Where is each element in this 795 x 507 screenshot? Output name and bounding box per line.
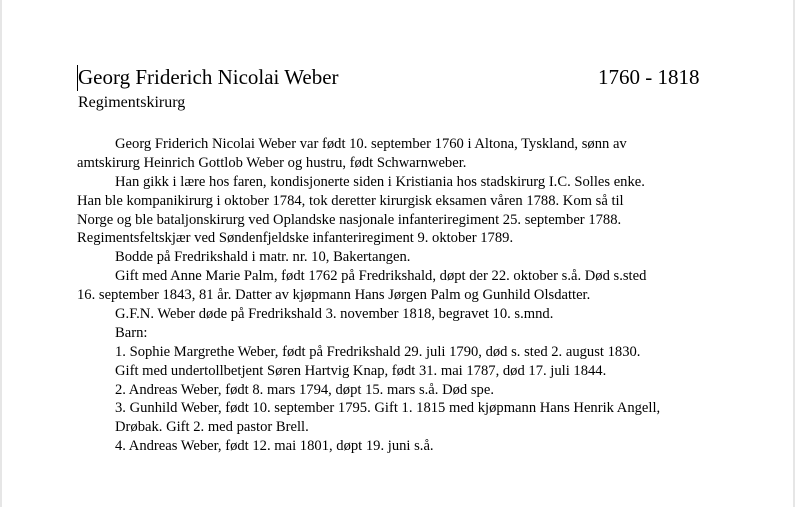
body-line: Gift med Anne Marie Palm, født 1762 på Fredrikshald, døpt der 22. oktober s.å. Død s.sted	[115, 268, 647, 285]
body-line: Han ble kompanikirurg i oktober 1784, tok deretter kirurgisk eksamen våren 1788. Kom så til	[77, 192, 624, 209]
body-line: Bodde på Fredrikshald i matr. nr. 10, Bakertangen.	[115, 249, 411, 266]
body-line: Gift med undertollbetjent Søren Hartvig Knap, født 31. mai 1787, død 17. juli 1844.	[115, 362, 607, 379]
page-left-edge	[0, 0, 2, 507]
body-line: Georg Friderich Nicolai Weber var født 10. september 1760 i Altona, Tyskland, sønn av	[115, 136, 627, 152]
body-line: 2. Andreas Weber, født 8. mars 1794, døpt 15. mars s.å. Død spe.	[115, 381, 494, 398]
document-title[interactable]: Georg Friderich Nicolai Weber	[78, 65, 339, 89]
body-line: 16. september 1843, 81 år. Datter av kjøpmann Hans Jørgen Palm og Gunhild Olsdatter.	[77, 287, 591, 304]
body-line: Norge og ble bataljonskirurg ved Oplandske nasjonale infanteriregiment 25. september 1788.	[77, 211, 622, 228]
body-line: G.F.N. Weber døde på Fredrikshald 3. november 1818, begravet 10. s.mnd.	[115, 306, 554, 323]
body-line: Barn:	[115, 324, 148, 341]
body-line: 4. Andreas Weber, født 12. mai 1801, døpt 19. juni s.å.	[115, 438, 434, 455]
body-line: amtskirurg Heinrich Gottlob Weber og hustru, født Schwarnweber.	[77, 154, 467, 171]
body-line: 1. Sophie Margrethe Weber, født på Fredrikshald 29. juli 1790, død s. sted 2. august 1830.	[115, 343, 641, 360]
body-line: Drøbak. Gift 2. med pastor Brell.	[115, 419, 309, 436]
body-line: Regimentsfeltskjær ved Søndenfjeldske infanteriregiment 9. oktober 1789.	[77, 230, 514, 247]
life-years[interactable]: 1760 - 1818	[598, 65, 700, 89]
document-body[interactable]	[77, 135, 727, 456]
body-line: 3. Gunhild Weber, født 10. september 1795. Gift 1. 1815 med kjøpmann Hans Henrik Angell,	[115, 400, 661, 417]
document-subtitle[interactable]: Regimentskirurg	[78, 94, 186, 111]
body-line: Han gikk i lære hos faren, kondisjonerte siden i Kristiania hos stadskirurg I.C. Solles enke.	[115, 173, 645, 190]
